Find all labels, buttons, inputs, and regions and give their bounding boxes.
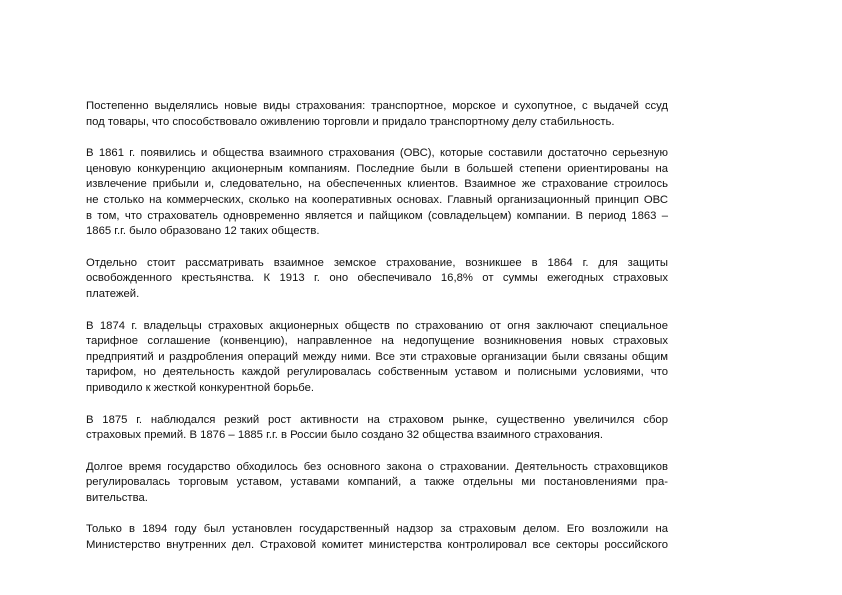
text-line: извлечение прибыли и, следовательно, на обеспеченных клиентов. Взаимное же страхование строилось: [86, 178, 668, 191]
text-line: В 1874 г. владельцы страховых акционерных обществ по страхованию от огня заключают специальное: [86, 319, 668, 332]
text-line: В 1875 г. наблюдался резкий рост активности на страховом рынке, существенно увеличился сбор: [86, 413, 668, 426]
text-line: Только в 1894 году был установлен государственный надзор за страховым делом. Его возложили на: [86, 523, 668, 536]
text-line: страховых премий. В 1876 – 1885 г.г. в России было создано 32 общества взаимного страхования.: [86, 429, 604, 442]
text-line: не столько на коммерческих, сколько на кооперативных основах. Главный организационный принцип ОВС: [86, 193, 668, 206]
paragraph-zemstvo-insurance: [86, 256, 668, 303]
text-line: регулировалась торговым уставом, уставами компаний, а также отдельны ми постановлениями пра-: [86, 476, 668, 489]
text-line: ценовую конкуренцию акционерным компаниям. Последние были в большей степени ориентированы на: [86, 162, 668, 175]
text-line: Отдельно стоит рассматривать взаимное земское страхование, возникшее в 1864 г. для защиты: [86, 256, 668, 269]
text-line: в том, что страхователь одновременно является и пайщиком (совладельцем) компании. В период 1863 –: [86, 209, 668, 222]
text-line: Долгое время государство обходилось без основного закона о страховании. Деятельность страховщиков: [86, 460, 668, 473]
text-line: приводило к жесткой конкурентной борьбе.: [86, 381, 315, 394]
text-line: Министерство внутренних дел. Страховой комитет министерства контролировал все секторы российского: [86, 539, 668, 552]
paragraph-regulation: [86, 460, 668, 507]
paragraph-tariff-convention: [86, 319, 668, 397]
text-line: платежей.: [86, 287, 140, 300]
text-line: тарифное соглашение (конвенцию), направленное на недопущение возникновения новых страховых: [86, 335, 668, 348]
paragraph-market-growth: [86, 413, 668, 444]
text-line: тарифом, но деятельность каждой регулировалась собственным уставом и полисными условиями, что: [86, 366, 668, 379]
text-line: В 1861 г. появились и общества взаимного страхования (ОВС), которые составили достаточно серьезную: [86, 147, 668, 160]
text-line: вительства.: [86, 491, 148, 504]
paragraph-mutual-insurance-societies: [86, 146, 668, 240]
text-line: предприятий и раздробления операций между ними. Все эти страховые организации были связаны общим: [86, 350, 668, 363]
text-line: Постепенно выделялись новые виды страхования: транспортное, морское и сухопутное, с выдачей ссуд: [86, 100, 668, 112]
paragraph-transport-insurance: [86, 99, 668, 130]
paragraph-state-supervision: [86, 522, 668, 553]
text-line: 1865 г.г. было образовано 12 таких обществ.: [86, 225, 320, 238]
document-page: [86, 99, 668, 570]
text-line: под товары, что способствовало оживлению торговли и придало транспортному делу стабильность.: [86, 115, 615, 128]
text-line: освобожденного крестьянства. К 1913 г. оно обеспечивало 16,8% от суммы ежегодных страховых: [86, 272, 668, 285]
